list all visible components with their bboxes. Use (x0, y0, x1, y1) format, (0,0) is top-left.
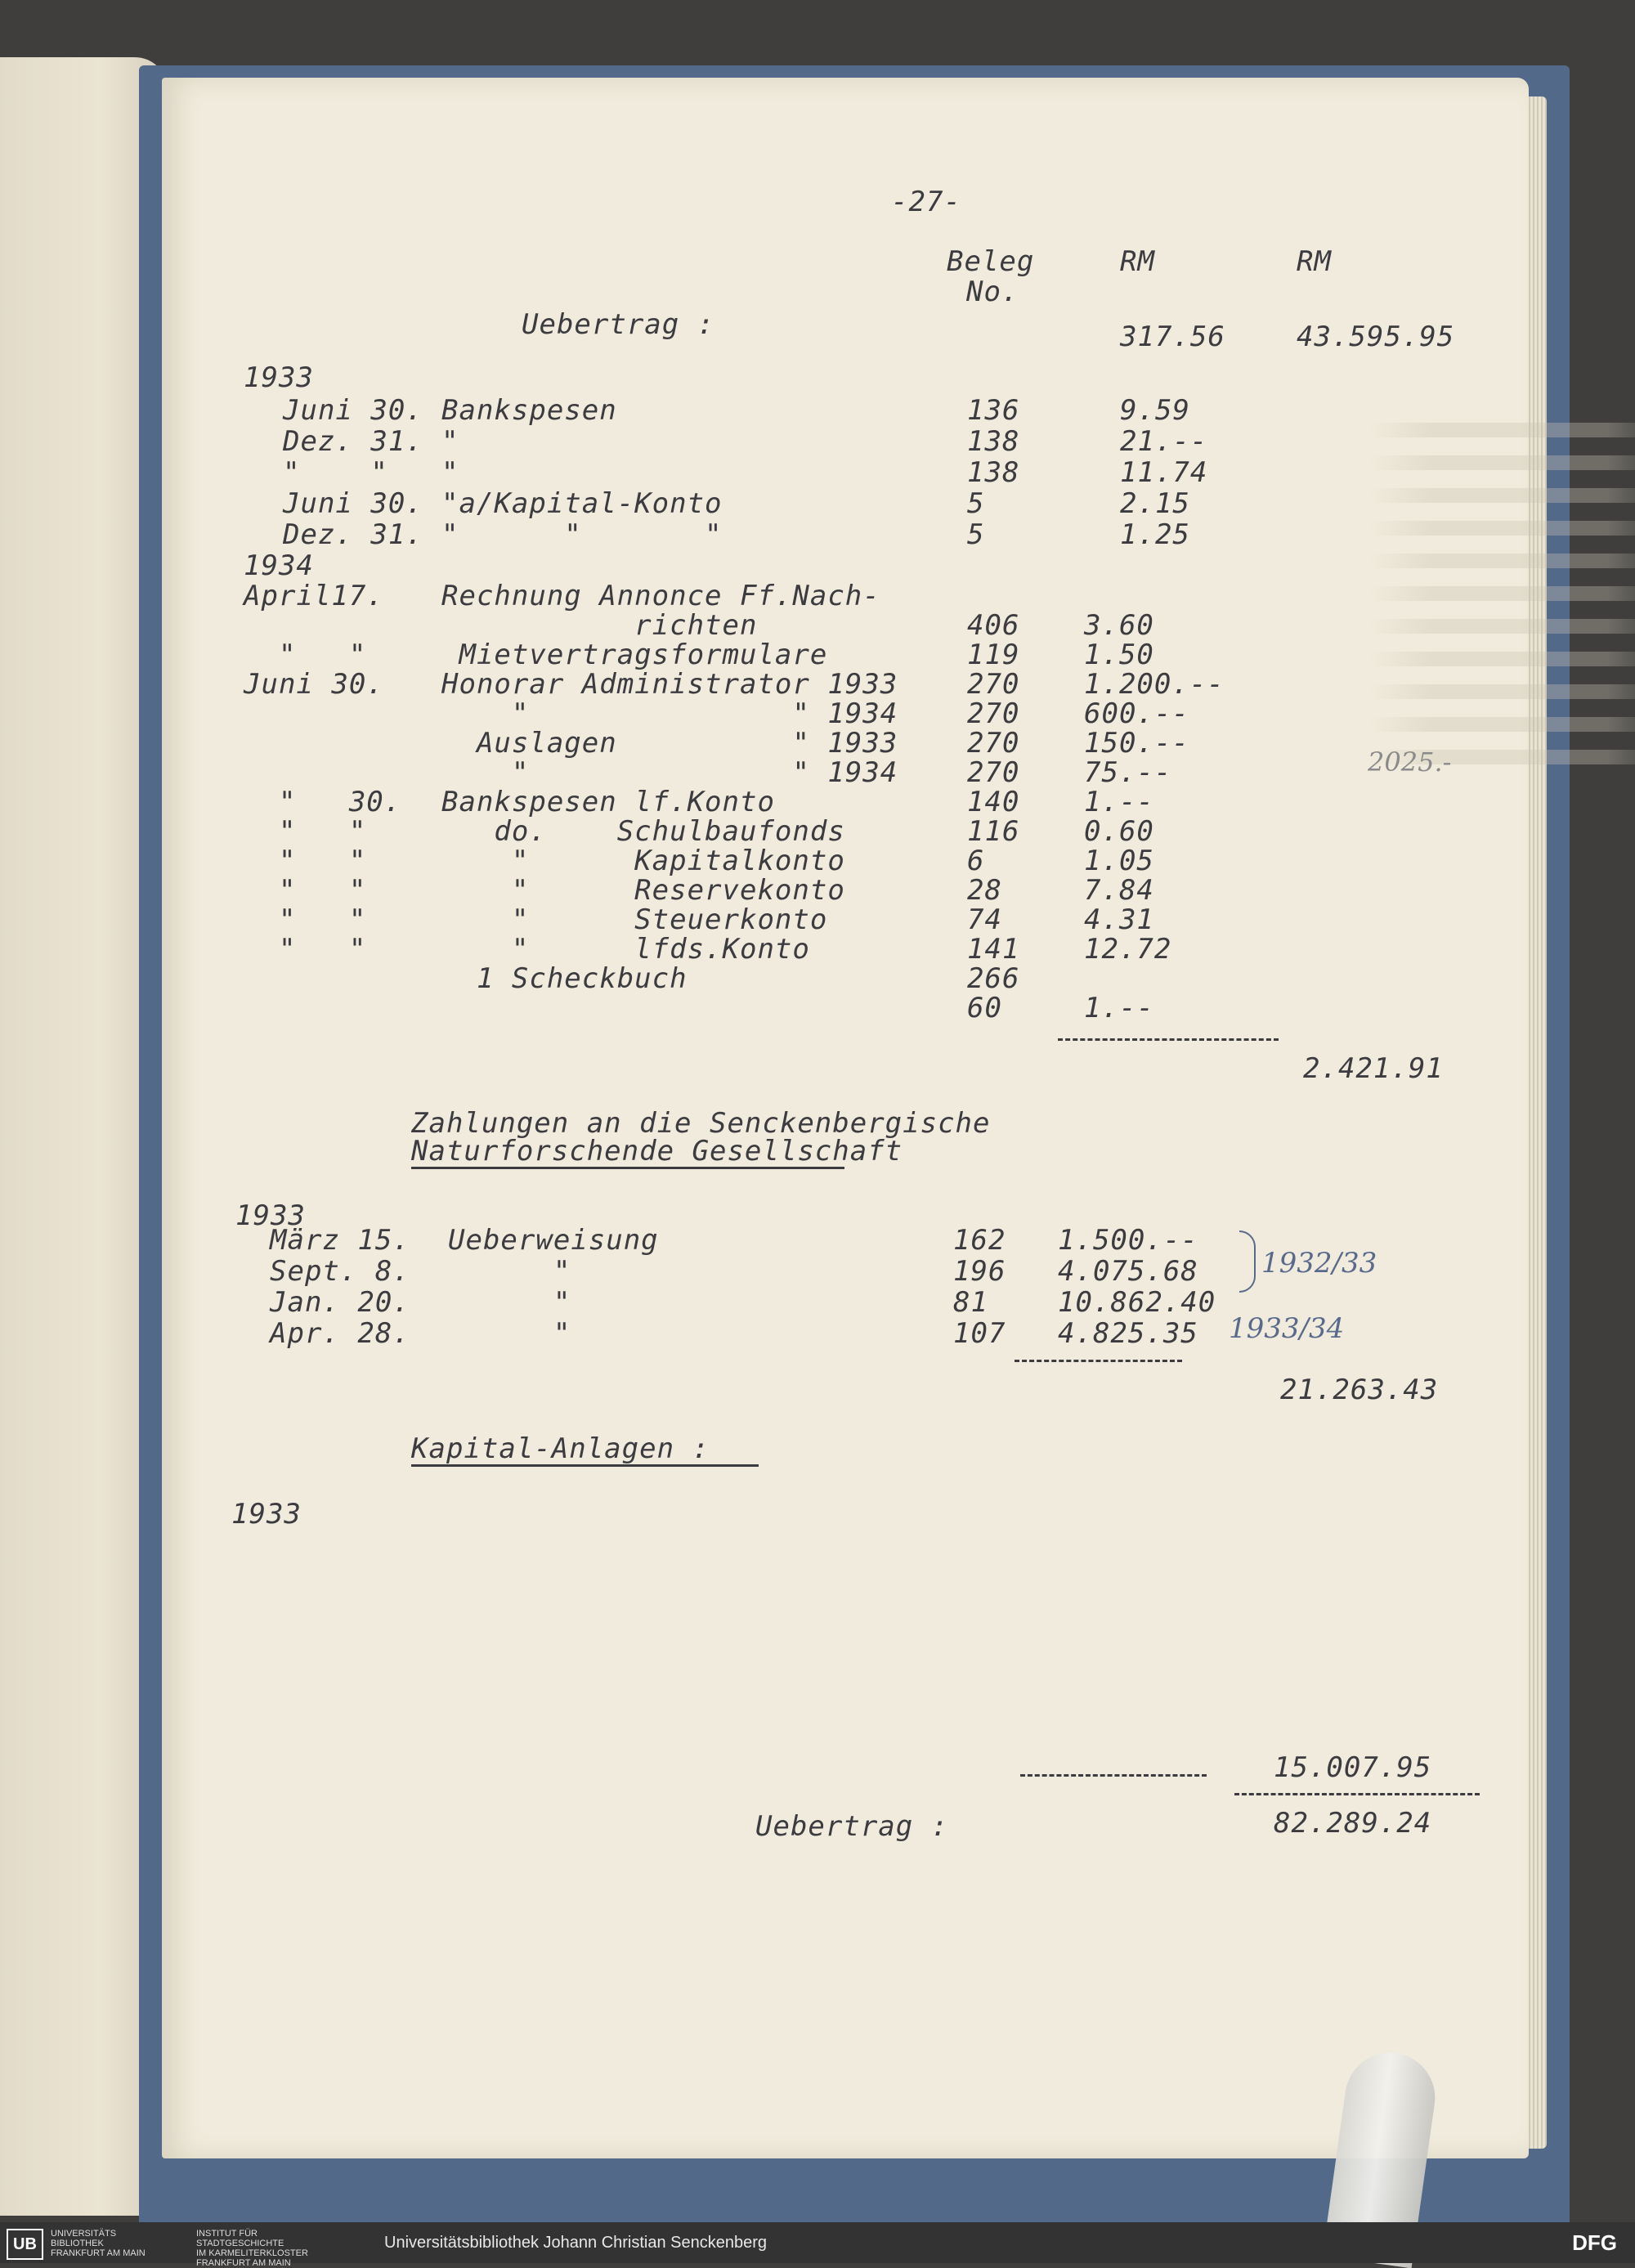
section2-underline (411, 1167, 844, 1169)
footer-bar (0, 2222, 1635, 2268)
expense-row-date: " " (244, 639, 367, 671)
expense-row-no: 141 (967, 933, 1020, 966)
expense-row-rm: 75.-- (1084, 756, 1172, 789)
expense-row-no: 60 (967, 992, 1002, 1024)
expense-row-rm: 3.60 (1084, 609, 1154, 642)
section1-subtotal: 2.421.91 (1303, 1052, 1444, 1085)
expense-row-no: 6 (967, 845, 985, 877)
section3-underline (411, 1464, 759, 1467)
expense-row-no: 74 (967, 903, 1002, 936)
bank-fee-row-text: "a/Kapital-Konto (441, 487, 723, 520)
expense-row-rm: 1.-- (1084, 786, 1154, 818)
expense-row-date: Juni 30. (244, 668, 384, 701)
bank-fee-row-text: " (441, 456, 459, 489)
expense-row-no: 270 (967, 697, 1020, 730)
year-1933: 1933 (244, 361, 314, 394)
expense-row-date: April17. (244, 580, 384, 612)
payment-row-no: 107 (953, 1317, 1006, 1350)
expense-row-text: 1 Scheckbuch (441, 962, 688, 995)
bank-fee-row-text: Bankspesen (441, 394, 617, 427)
expense-row-text: richten (441, 609, 758, 642)
expense-row-no: 270 (967, 727, 1020, 760)
bank-fee-row-rm: 1.25 (1120, 518, 1190, 551)
bank-fee-row-text: " (441, 425, 459, 458)
bank-fee-row-date: Dez. 31. (283, 425, 423, 458)
bank-fee-row-rm: 2.15 (1120, 487, 1190, 520)
expense-row-no: 116 (967, 815, 1020, 848)
bank-fee-row-date: Juni 30. (283, 394, 423, 427)
expense-row-rm: 4.31 (1084, 903, 1154, 936)
expense-row-text: " " 1934 (441, 756, 898, 789)
expense-row-date: " " (244, 903, 367, 936)
dfg-logo: DFG (1572, 2230, 1617, 2255)
expense-row-date: " " (244, 933, 367, 966)
expense-row-text: " lfds.Konto (441, 933, 810, 966)
bank-fee-row-date: Dez. 31. (283, 518, 423, 551)
rule-section3 (1020, 1774, 1207, 1777)
bank-fee-row-rm: 9.59 (1120, 394, 1190, 427)
payment-row-rm: 4.825.35 (1058, 1317, 1198, 1350)
payment-row-date: Sept. 8. (270, 1255, 410, 1288)
header-rm-1: RM (1120, 245, 1155, 278)
expense-row-rm: 150.-- (1084, 727, 1189, 760)
expense-row-no: 270 (967, 668, 1020, 701)
year-1933-capital: 1933 (231, 1498, 302, 1531)
carry-in-label: Uebertrag : (522, 308, 715, 341)
expense-row-no: 119 (967, 639, 1020, 671)
show-through (1372, 405, 1635, 944)
bank-fee-row-text: " " " (441, 518, 723, 551)
payment-row-text: " (448, 1255, 571, 1288)
payment-row-date: Jan. 20. (270, 1286, 410, 1319)
bank-fee-row-rm: 11.74 (1120, 456, 1208, 489)
year-1934: 1934 (244, 549, 314, 582)
payment-row-date: Apr. 28. (270, 1317, 410, 1350)
institute-logo-text: INSTITUT FÜR STADTGESCHICHTE IM KARMELITERKLOSTER FRANKFURT AM MAIN (196, 2229, 308, 2268)
library-name: Universitätsbibliothek Johann Christian Senckenberg (384, 2234, 768, 2252)
payment-row-date: März 15. (270, 1224, 410, 1257)
ub-logo-text: UNIVERSITÄTS BIBLIOTHEK FRANKFURT AM MAIN (51, 2229, 146, 2258)
payment-row-no: 196 (953, 1255, 1006, 1288)
bank-fee-row-no: 138 (967, 456, 1020, 489)
section2-heading-1: Zahlungen an die Senckenbergische (411, 1107, 991, 1140)
expense-row-no: 28 (967, 874, 1002, 907)
payment-row-no: 81 (953, 1286, 988, 1319)
carry-out-label: Uebertrag : (755, 1810, 949, 1843)
expense-row-rm: 7.84 (1084, 874, 1154, 907)
expense-row-text: do. Schulbaufonds (441, 815, 845, 848)
fiscal-note-1932-33: 1932/33 (1261, 1247, 1377, 1280)
expense-row-date: " " (244, 815, 367, 848)
expense-row-no: 270 (967, 756, 1020, 789)
expense-row-no: 266 (967, 962, 1020, 995)
fiscal-note-1933-34: 1933/34 (1229, 1312, 1345, 1345)
carry-in-total: 43.595.95 (1297, 320, 1455, 353)
bank-fee-row-date: " " (283, 456, 388, 489)
page-number: -27- (891, 186, 961, 218)
rule-section2 (1015, 1360, 1182, 1362)
expense-row-no: 140 (967, 786, 1020, 818)
expense-row-text: " Kapitalkonto (441, 845, 845, 877)
document-page (162, 78, 1529, 2158)
section3-subtotal: 15.007.95 (1274, 1751, 1432, 1784)
section2-heading-2: Naturforschende Gesellschaft (411, 1135, 903, 1168)
section3-heading: Kapital-Anlagen : (411, 1432, 710, 1465)
header-beleg: Beleg (947, 245, 1035, 278)
expense-row-rm: 1.05 (1084, 845, 1154, 877)
expense-row-date: " " (244, 874, 367, 907)
header-no: No. (966, 276, 1019, 308)
header-rm-2: RM (1297, 245, 1332, 278)
rule-final (1234, 1793, 1480, 1795)
rule-section1 (1058, 1038, 1279, 1041)
bank-fee-row-no: 136 (967, 394, 1020, 427)
bank-fee-row-no: 138 (967, 425, 1020, 458)
expense-row-rm: 1.50 (1084, 639, 1154, 671)
expense-row-date: " 30. (244, 786, 402, 818)
expense-row-rm: 600.-- (1084, 697, 1189, 730)
ub-logo: UB (7, 2229, 43, 2260)
section2-subtotal: 21.263.43 (1280, 1374, 1439, 1406)
expense-row-rm: 1.-- (1084, 992, 1154, 1024)
year-1933-payments: 1933 (235, 1199, 306, 1232)
expense-row-rm: 12.72 (1084, 933, 1172, 966)
payment-row-rm: 10.862.40 (1058, 1286, 1216, 1319)
expense-row-text: " " 1934 (441, 697, 898, 730)
expense-row-text: " Steuerkonto (441, 903, 828, 936)
bank-fee-row-date: Juni 30. (283, 487, 423, 520)
payment-row-no: 162 (953, 1224, 1006, 1257)
expense-row-text: Mietvertragsformulare (441, 639, 828, 671)
payment-row-rm: 4.075.68 (1058, 1255, 1198, 1288)
bank-fee-row-rm: 21.-- (1120, 425, 1208, 458)
expense-row-text: Rechnung Annonce Ff.Nach- (441, 580, 880, 612)
expense-row-text: " Reservekonto (441, 874, 845, 907)
payment-row-text: " (448, 1317, 571, 1350)
expense-row-rm: 0.60 (1084, 815, 1154, 848)
expense-row-text: Auslagen " 1933 (441, 727, 898, 760)
carry-in-rm: 317.56 (1120, 320, 1225, 353)
payment-row-text: " (448, 1286, 571, 1319)
carry-out-total: 82.289.24 (1274, 1807, 1432, 1840)
margin-note: 2025.- (1368, 746, 1452, 778)
payment-row-rm: 1.500.-- (1058, 1224, 1198, 1257)
expense-row-no: 406 (967, 609, 1020, 642)
expense-row-date: " " (244, 845, 367, 877)
payments-brace (1239, 1230, 1256, 1293)
bank-fee-row-no: 5 (967, 518, 985, 551)
expense-row-rm: 1.200.-- (1084, 668, 1225, 701)
expense-row-text: Bankspesen lf.Konto (441, 786, 775, 818)
payment-row-text: Ueberweisung (448, 1224, 659, 1257)
bank-fee-row-no: 5 (967, 487, 985, 520)
expense-row-text: Honorar Administrator 1933 (441, 668, 898, 701)
